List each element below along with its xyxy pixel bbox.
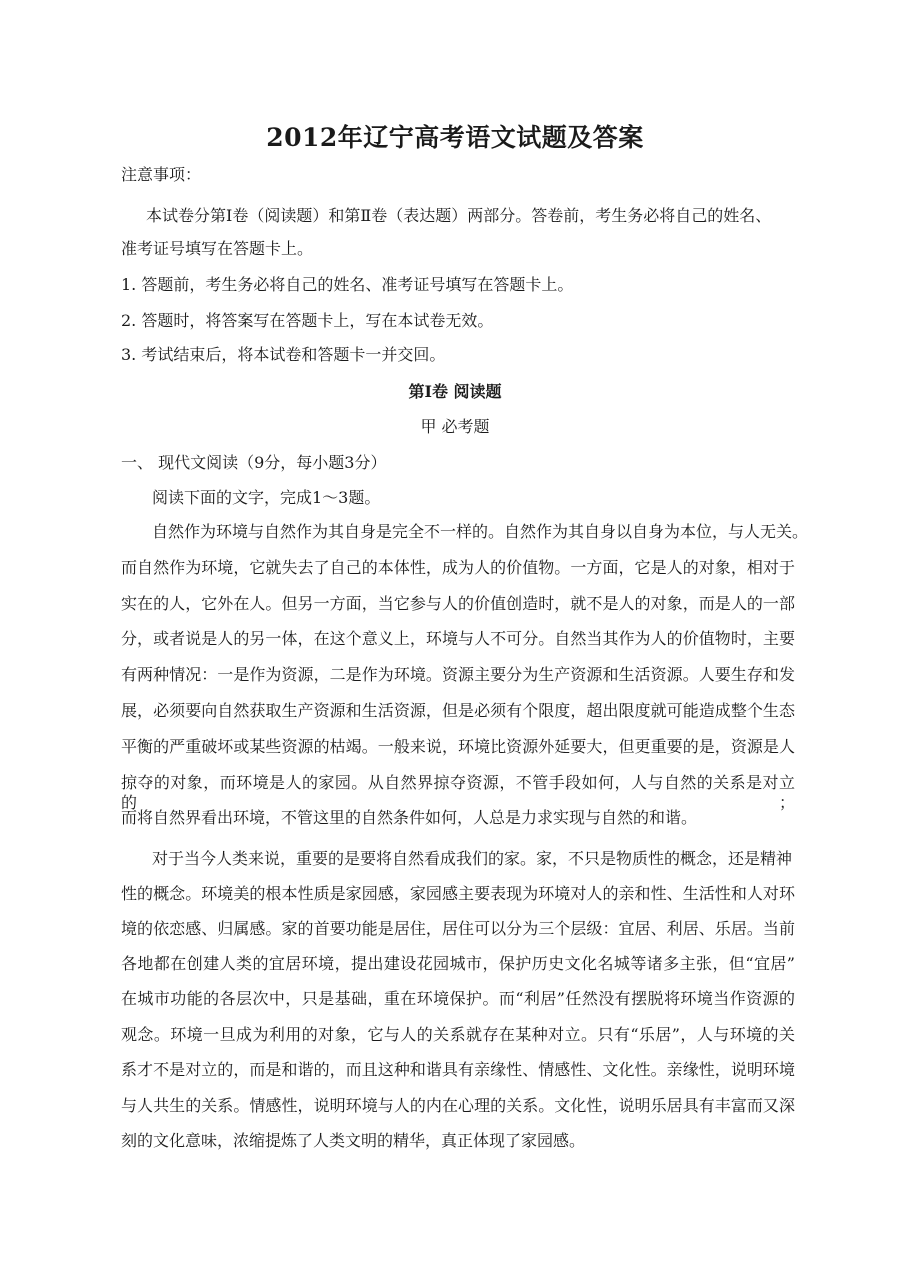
paragraph-2-line: 与人共生的关系。情感性，说明环境与人的内在心理的关系。文化性，说明乐居具有丰富而又深 (121, 1096, 795, 1115)
paragraph-1-line: 自然作为环境与自然作为其自身是完全不一样的。自然作为其自身以自身为本位，与人无关。 (152, 522, 809, 541)
paragraph-2-line: 各地都在创建人类的宜居环境，提出建设花园城市，保护历史文化名城等诸多主张，但“宜居” (121, 954, 795, 973)
paragraph-1-line: 而将自然界看出环境，不管这里的自然条件如何，人总是力求实现与自然的和谐。 (121, 808, 698, 827)
paragraph-1-line: 实在的人，它外在人。但另一方面，当它参与人的价值创造时，就不是人的对象，而是人的一部 (121, 594, 795, 613)
rule-item: 3. 考试结束后，将本试卷和答题卡一并交回。 (121, 345, 446, 364)
rule-item: 1. 答题前，考生务必将自己的姓名、准考证号填写在答题卡上。 (121, 275, 574, 294)
paragraph-1-line: 分，或者说是人的另一体，在这个意义上，环境与人不可分。自然当其作为人的价值物时，主要 (121, 629, 795, 648)
part-heading: 甲 必考题 (420, 417, 490, 436)
paragraph-2-line: 观念。环境一旦成为利用的对象，它与人的关系就存在某种对立。只有“乐居”，人与环境的关 (121, 1025, 795, 1044)
intro-line-1: 本试卷分第Ⅰ卷（阅读题）和第Ⅱ卷（表达题）两部分。答卷前，考生务必将自己的姓名、 (146, 206, 772, 225)
reading-instruction: 阅读下面的文字，完成1～3题。 (152, 488, 381, 507)
rule-item: 2. 答题时，将答案写在答题卡上，写在本试卷无效。 (121, 311, 494, 330)
paragraph-2-line: 在城市功能的各层次中，只是基础，重在环境保护。而“利居”任然没有摆脱将环境当作资源的 (121, 989, 795, 1008)
document-title: 2012年辽宁高考语文试题及答案 (266, 123, 644, 152)
notice-heading: 注意事项： (121, 165, 202, 184)
paragraph-1-line: 而自然作为环境，它就失去了自己的本体性，成为人的价值物。一方面，它是人的对象，相对于 (121, 558, 795, 577)
paragraph-2-line: 境的依恋感、归属感。家的首要功能是居住，居住可以分为三个层级：宜居、利居、乐居。当前 (121, 919, 795, 938)
paragraph-2-line: 系才不是对立的，而是和谐的，而且这种和谐具有亲缘性、情感性、文化性。亲缘性，说明环境 (121, 1060, 795, 1079)
intro-line-2: 准考证号填写在答题卡上。 (121, 239, 314, 258)
paragraph-1-line: 展，必须要向自然获取生产资源和生活资源，但是必须有个限度，超出限度就可能造成整个生态 (121, 701, 795, 720)
paragraph-1-line: 平衡的严重破坏或某些资源的枯竭。一般来说，环境比资源外延要大，但更重要的是，资源是人 (121, 737, 795, 756)
volume-heading: 第Ⅰ卷 阅读题 (408, 382, 502, 401)
paragraph-2-line: 性的概念。环境美的根本性质是家园感，家园感主要表现为环境对人的亲和性、生活性和人对环 (121, 884, 795, 903)
section-heading: 一、 现代文阅读（9分，每小题3分） (121, 453, 387, 472)
paragraph-1-line: 有两种情况：一是作为资源，二是作为环境。资源主要分为生产资源和生活资源。人要生存和发 (121, 665, 795, 684)
paragraph-2-line: 刻的文化意味，浓缩提炼了人类文明的精华，真正体现了家园感。 (121, 1131, 586, 1150)
paragraph-1-line: 掠夺的对象，而环境是人的家园。从自然界掠夺资源，不管手段如何，人与自然的关系是对立的； (121, 773, 795, 812)
paragraph-2-line: 对于当今人类来说，重要的是要将自然看成我们的家。家，不只是物质性的概念，还是精神 (152, 849, 793, 868)
